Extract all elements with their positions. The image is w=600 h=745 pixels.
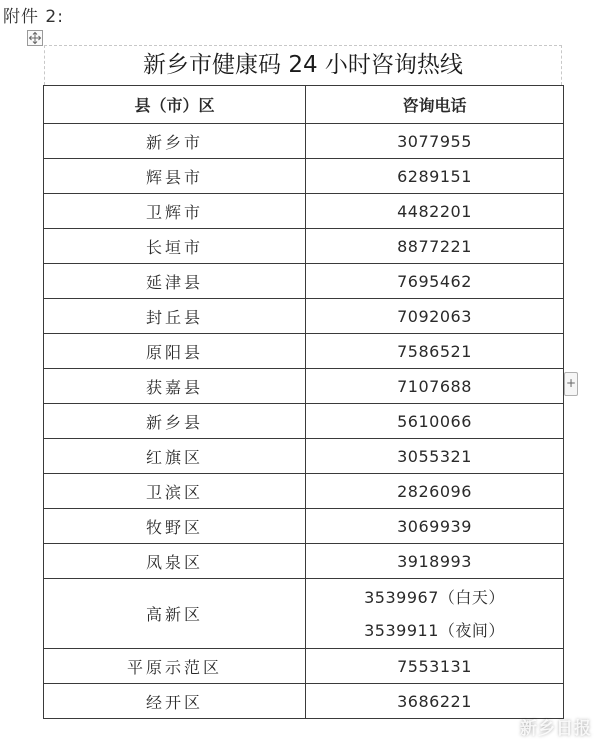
insert-row-plus-icon[interactable]: + (564, 372, 578, 396)
phone-cell-multiline (306, 579, 564, 649)
table-move-handle-icon[interactable] (27, 30, 43, 46)
phone-cell: 7695462 (306, 264, 564, 299)
table-row (44, 124, 564, 159)
table-row (44, 684, 564, 719)
hotline-table (43, 85, 564, 719)
district-cell: 延津县 (44, 264, 306, 299)
table-row (44, 509, 564, 544)
table-body (44, 124, 564, 719)
page-title: 新乡市健康码 24 小时咨询热线 (143, 52, 463, 78)
district-cell: 红旗区 (44, 439, 306, 474)
table-row (44, 439, 564, 474)
table-row (44, 159, 564, 194)
phone-cell: 8877221 (306, 229, 564, 264)
phone-line-daytime: 3539967（白天） (364, 587, 505, 607)
district-cell: 高新区 (44, 579, 306, 649)
district-cell: 新乡县 (44, 404, 306, 439)
table-row (44, 229, 564, 264)
phone-cell: 7092063 (306, 299, 564, 334)
phone-line-night: 3539911（夜间） (364, 620, 505, 640)
table-row (44, 299, 564, 334)
phone-cell: 7107688 (306, 369, 564, 404)
table-row (44, 369, 564, 404)
table-row (44, 474, 564, 509)
watermark-logo: 新乡日报 (520, 719, 592, 739)
district-cell: 辉县市 (44, 159, 306, 194)
district-cell: 封丘县 (44, 299, 306, 334)
district-cell: 平原示范区 (44, 649, 306, 684)
column-header-phone: 咨询电话 (306, 86, 564, 124)
phone-cell: 7553131 (306, 649, 564, 684)
district-cell: 长垣市 (44, 229, 306, 264)
district-cell: 凤泉区 (44, 544, 306, 579)
table-row (44, 544, 564, 579)
district-cell: 原阳县 (44, 334, 306, 369)
table-row (44, 579, 564, 649)
district-cell: 牧野区 (44, 509, 306, 544)
attachment-label: 附件 2: (3, 7, 64, 27)
phone-cell: 7586521 (306, 334, 564, 369)
district-cell: 新乡市 (44, 124, 306, 159)
phone-cell: 4482201 (306, 194, 564, 229)
district-cell: 经开区 (44, 684, 306, 719)
phone-cell: 3918993 (306, 544, 564, 579)
district-cell: 卫辉市 (44, 194, 306, 229)
district-cell: 卫滨区 (44, 474, 306, 509)
table-row (44, 334, 564, 369)
phone-cell: 3055321 (306, 439, 564, 474)
phone-cell: 6289151 (306, 159, 564, 194)
table-row (44, 649, 564, 684)
table-row (44, 404, 564, 439)
column-header-district: 县（市）区 (44, 86, 306, 124)
phone-cell: 3069939 (306, 509, 564, 544)
table-row (44, 194, 564, 229)
phone-cell: 3686221 (306, 684, 564, 719)
table-row (44, 264, 564, 299)
phone-cell: 3077955 (306, 124, 564, 159)
table-header-row (44, 86, 564, 124)
district-cell: 获嘉县 (44, 369, 306, 404)
phone-cell: 5610066 (306, 404, 564, 439)
phone-cell: 2826096 (306, 474, 564, 509)
